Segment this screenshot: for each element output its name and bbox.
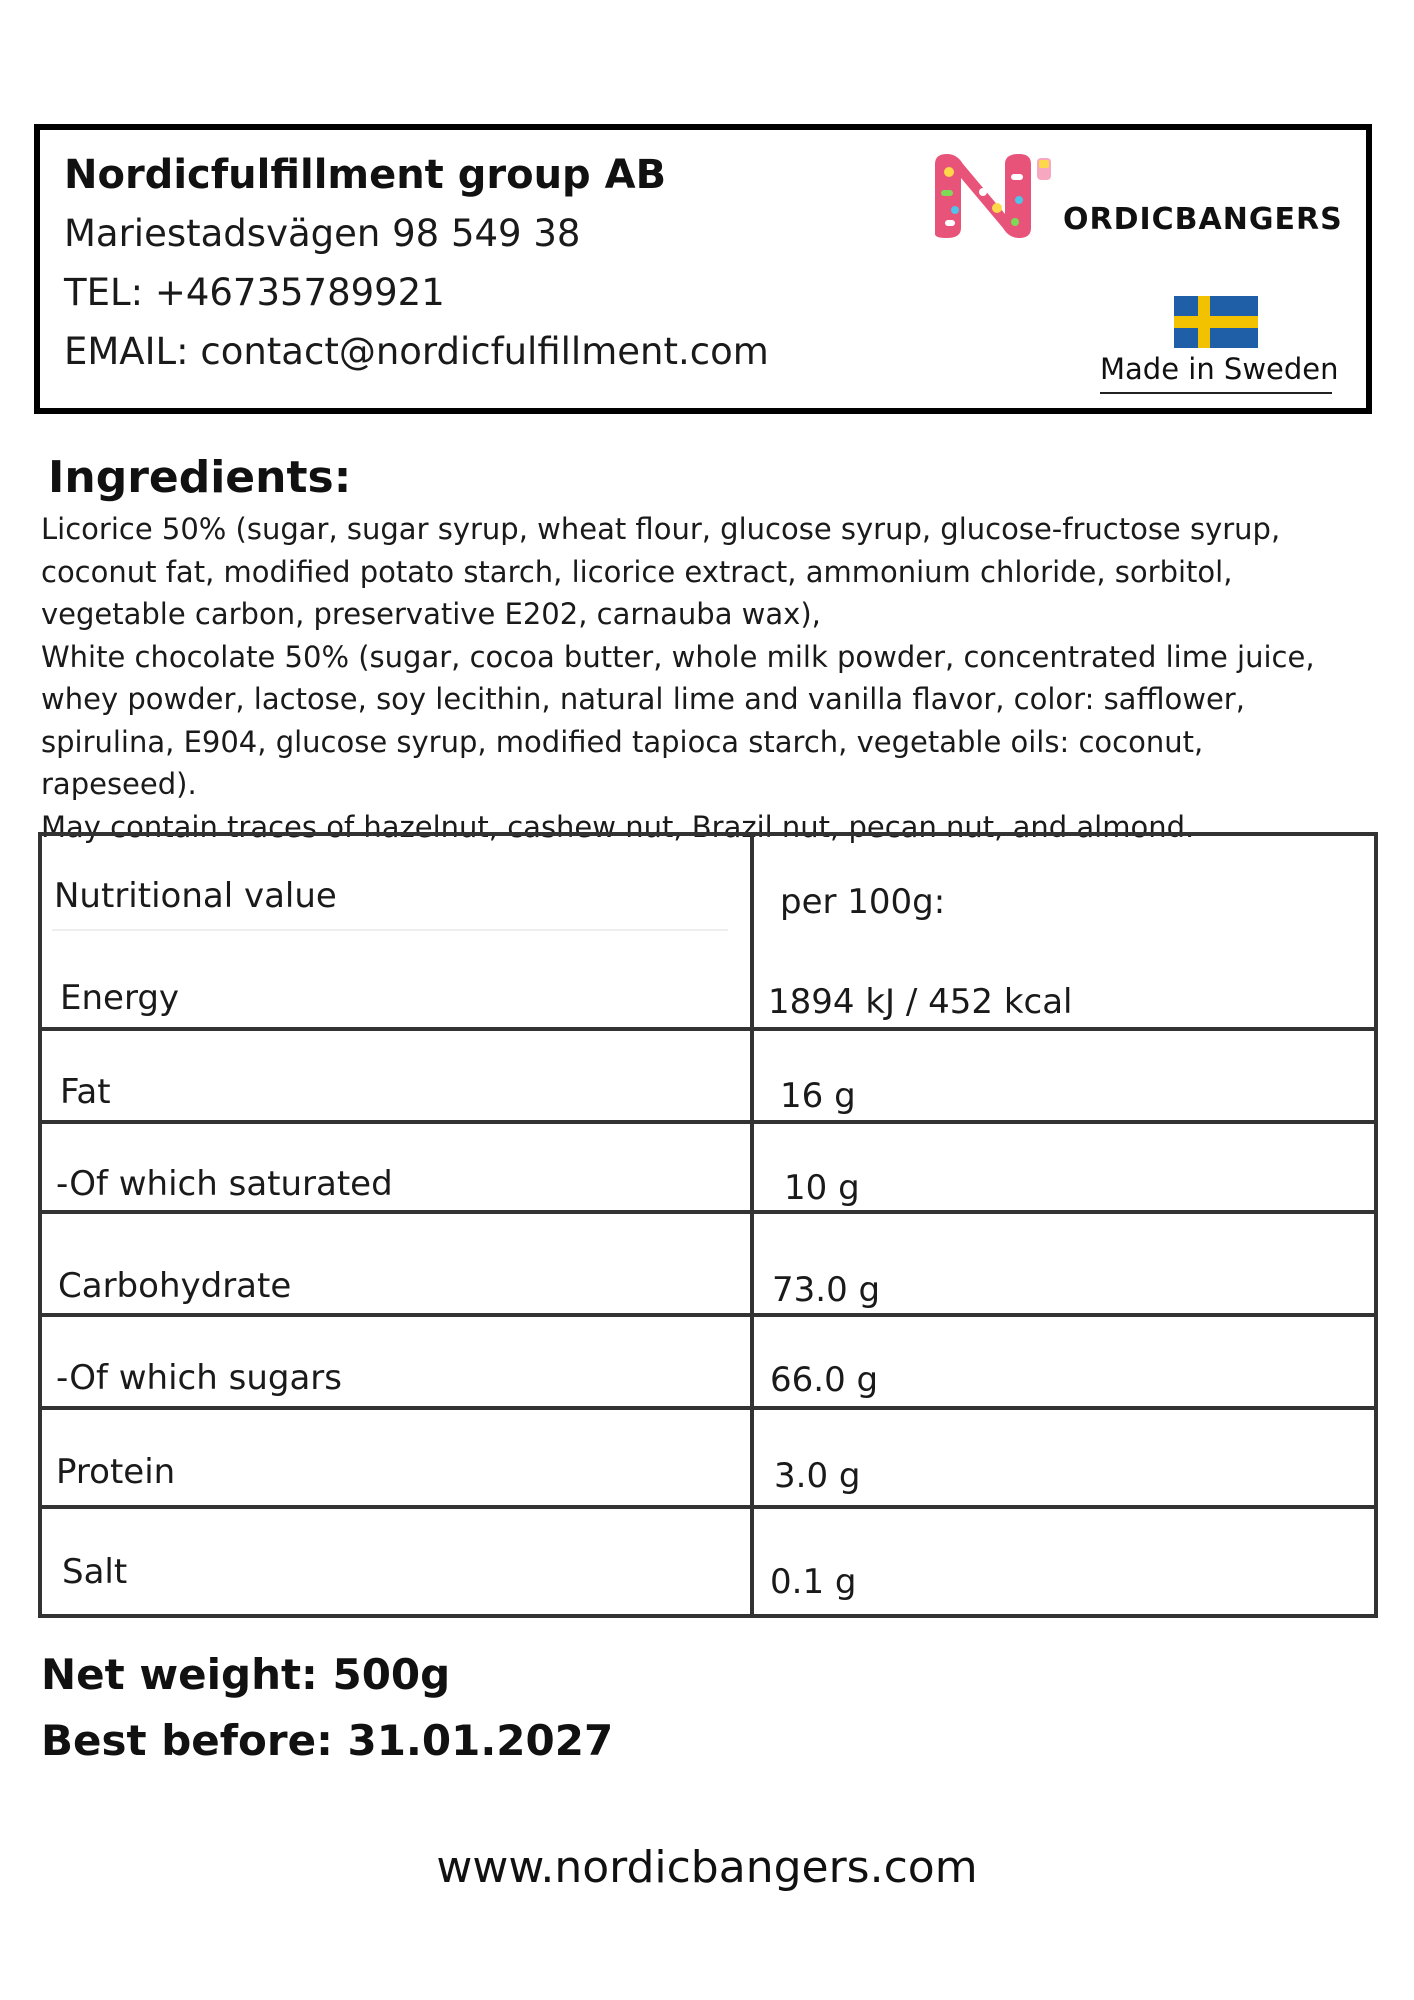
nutrition-table-grid bbox=[38, 832, 1378, 1618]
nutrition-label-saturated: -Of which saturated bbox=[56, 1164, 393, 1204]
company-phone: TEL: +46735789921 bbox=[64, 271, 445, 314]
nutrition-label-salt: Salt bbox=[62, 1552, 128, 1592]
logo-n-icon bbox=[927, 150, 1059, 240]
ingredients-allergen-notice: May contain traces of hazelnut, cashew nut, Brazil nut, pecan nut, and almond. bbox=[41, 809, 1195, 844]
nutrition-value-fat: 16 g bbox=[780, 1076, 856, 1116]
nutrition-header-label: Nutritional value bbox=[54, 876, 337, 916]
company-address: Mariestadsvägen 98 549 38 bbox=[64, 212, 581, 255]
nutrition-value-sugars: 66.0 g bbox=[770, 1360, 879, 1400]
logo-wordmark: ORDICBANGERS bbox=[1063, 202, 1343, 237]
ingredients-licorice: Licorice 50% (sugar, sugar syrup, wheat flour, glucose syrup, glucose-fructose syrup, coconut fat, modified potato starch, licorice extract, ammonium chloride, sorbitol, vegetable carbon, preservative E202, carnauba wax), bbox=[41, 512, 1281, 631]
net-weight: Net weight: 500g bbox=[41, 1650, 451, 1699]
nutrition-value-energy: 1894 kJ / 452 kcal bbox=[768, 982, 1073, 1022]
made-in-sweden-label: Made in Sweden bbox=[1100, 352, 1332, 394]
nutrition-header-value: per 100g: bbox=[780, 882, 946, 922]
nutrition-label-fat: Fat bbox=[60, 1072, 111, 1112]
company-email: EMAIL: contact@nordicfulfillment.com bbox=[64, 330, 769, 373]
nutrition-value-carbohydrate: 73.0 g bbox=[772, 1270, 881, 1310]
ingredients-list bbox=[41, 508, 1361, 848]
ingredients-white-chocolate: White chocolate 50% (sugar, cocoa butter, whole milk powder, concentrated lime juice, whey powder, lactose, soy lecithin, natural lime and vanilla flavor, color: safflower, spirulina, E904, glucose syrup, modified tapioca starch, vegetable oils: coconut, rapeseed). bbox=[41, 639, 1315, 801]
company-name: Nordicfulfillment group AB bbox=[64, 152, 667, 198]
nutrition-value-saturated: 10 g bbox=[784, 1168, 860, 1208]
best-before-date: Best before: 31.01.2027 bbox=[41, 1716, 614, 1765]
nordicbangers-logo bbox=[927, 150, 1347, 240]
nutrition-label-sugars: -Of which sugars bbox=[56, 1358, 342, 1398]
nutrition-label-energy: Energy bbox=[60, 978, 180, 1018]
swedish-flag-icon bbox=[1174, 296, 1258, 348]
nutrition-table bbox=[38, 832, 1378, 1618]
website-url: www.nordicbangers.com bbox=[436, 1842, 978, 1893]
nutrition-label-carbohydrate: Carbohydrate bbox=[58, 1266, 292, 1306]
nutrition-value-salt: 0.1 g bbox=[770, 1562, 857, 1602]
ingredients-title: Ingredients: bbox=[48, 452, 352, 503]
nutrition-label-protein: Protein bbox=[56, 1452, 176, 1492]
nutrition-value-protein: 3.0 g bbox=[774, 1456, 861, 1496]
